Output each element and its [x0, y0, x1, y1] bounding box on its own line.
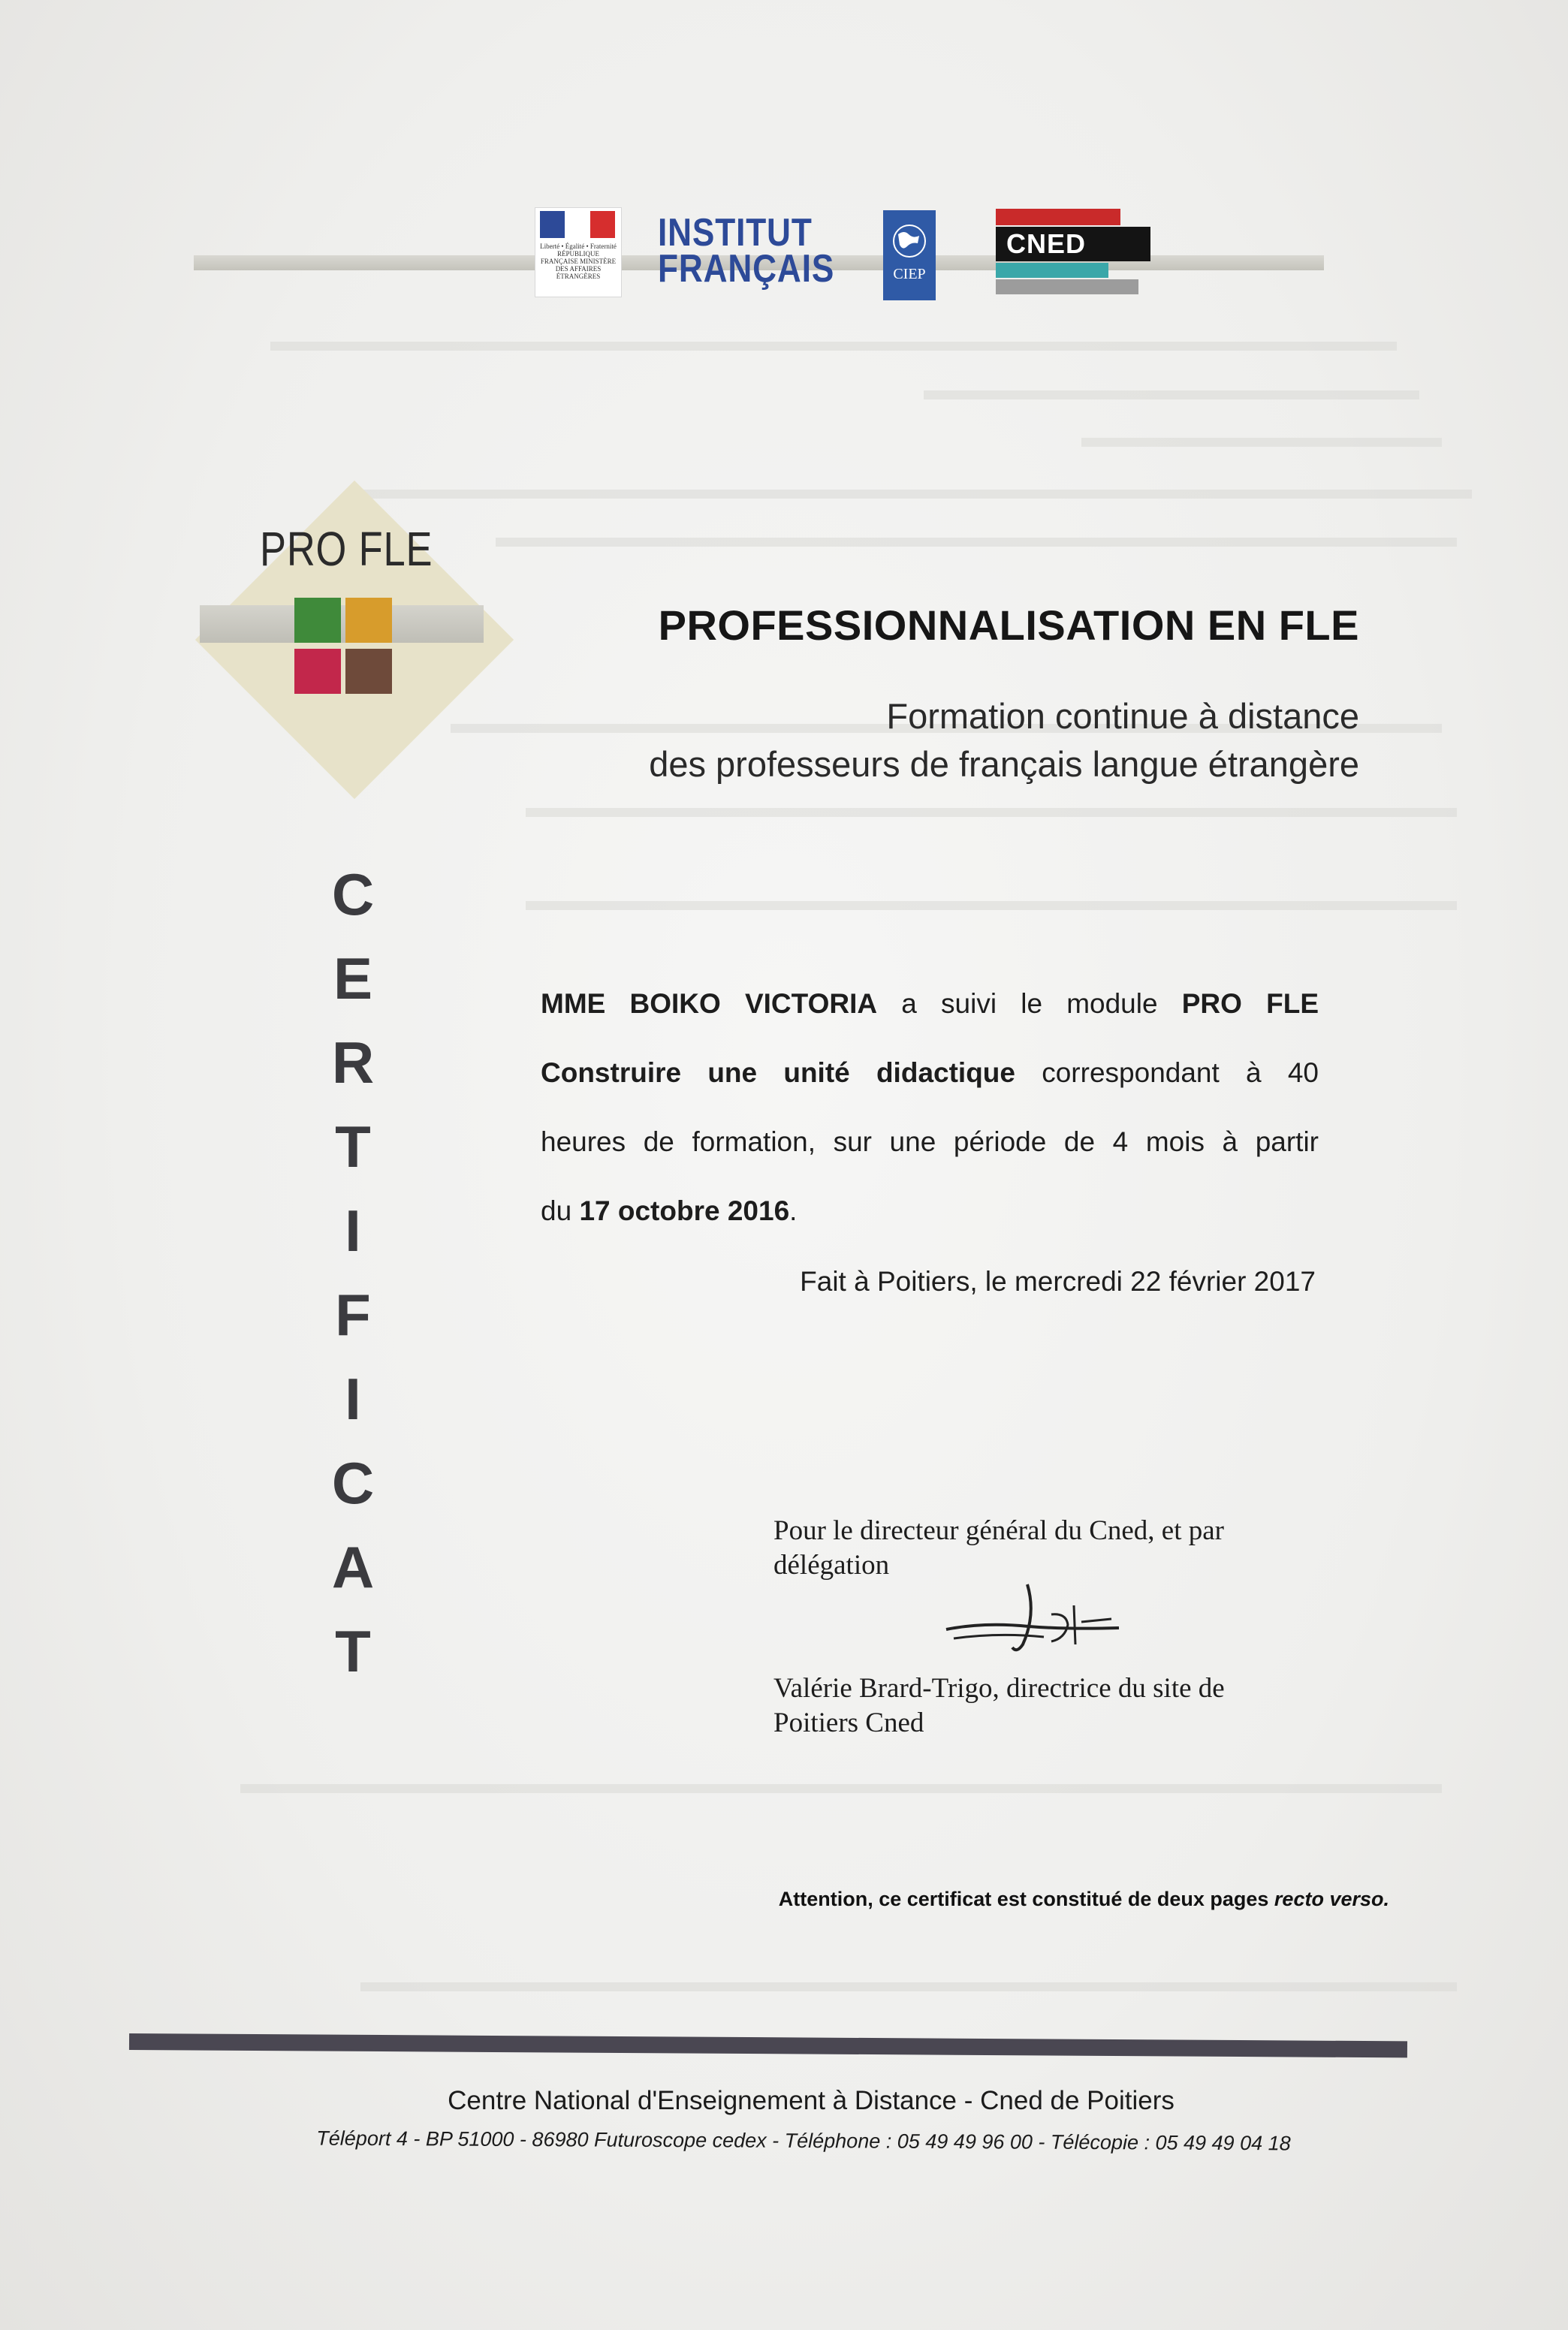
cned-red-bar [996, 209, 1120, 225]
republique-francaise-logo [535, 207, 622, 297]
verso-ghost-line [1081, 438, 1442, 447]
footer-rule [129, 2033, 1407, 2057]
body-period: . [789, 1195, 798, 1226]
certificat-letter: C [331, 1450, 375, 1516]
certificat-letter: T [335, 1114, 371, 1180]
signer-line2: Poitiers Cned [773, 1708, 924, 1738]
body-line-2 [541, 1057, 1319, 1089]
footer-organization: Centre National d'Enseignement à Distance - Cned de Poitiers [448, 2086, 1174, 2115]
certificat-letter: T [335, 1618, 371, 1684]
verso-ghost-line [345, 490, 1472, 499]
cned-teal-bar [996, 263, 1108, 278]
profle-square-green [294, 598, 341, 643]
cned-label: CNED [996, 227, 1150, 261]
certificate-title: PROFESSIONNALISATION EN FLE [658, 601, 1359, 649]
verso-ghost-line [240, 1784, 1442, 1793]
profle-logo-text: PRO FLE [260, 522, 433, 576]
certificat-letter: F [335, 1282, 371, 1348]
verso-ghost-line [924, 390, 1419, 399]
globe-icon [891, 224, 928, 258]
institut-line2: FRANÇAIS [658, 247, 835, 291]
certificat-letter: I [345, 1366, 361, 1432]
body-text-du: du [541, 1195, 572, 1226]
ciep-label: CIEP [893, 266, 926, 282]
profle-band [200, 605, 484, 643]
handwritten-signature [939, 1569, 1134, 1659]
body-line-1 [541, 988, 1319, 1020]
certificat-letter: A [331, 1534, 375, 1600]
unit-name: Construire une unité didactique [541, 1057, 1015, 1088]
subtitle-line1: Formation continue à distance [886, 696, 1359, 736]
verso-ghost-line [270, 342, 1397, 351]
candidate-name: MME BOIKO VICTORIA [541, 988, 878, 1019]
attention-note [676, 1888, 1389, 1911]
verso-ghost-line [360, 1982, 1457, 1991]
cned-logo [996, 209, 1153, 302]
attention-bold: Attention, ce certificat est constitué de deux pages [778, 1888, 1269, 1910]
attention-italic: recto verso. [1274, 1888, 1389, 1910]
verso-ghost-line [526, 808, 1457, 817]
place-and-date: Fait à Poitiers, le mercredi 22 février 2017 [800, 1266, 1316, 1297]
certificat-letter: C [331, 861, 375, 927]
certificat-letter: E [333, 945, 373, 1011]
delegation-line2: délégation [773, 1550, 890, 1581]
profle-square-brown [345, 649, 392, 694]
body-text-a: a suivi le module [901, 988, 1158, 1019]
certificat-letter: I [345, 1198, 361, 1264]
body-line-3: heures de formation, sur une période de 4 mois à partir [541, 1126, 1319, 1157]
delegation-line1: Pour le directeur général du Cned, et par [773, 1515, 1224, 1546]
institut-line1: INSTITUT [658, 211, 813, 255]
verso-ghost-line [526, 901, 1457, 910]
french-flag-icon [540, 211, 615, 238]
signer-line1: Valérie Brard-Trigo, directrice du site de [773, 1673, 1225, 1704]
profle-square-orange [345, 598, 392, 643]
cned-grey-bar [996, 279, 1138, 294]
subtitle-line2: des professeurs de français langue étrangère [649, 744, 1359, 784]
signer-name [773, 1671, 1344, 1741]
verso-ghost-line [496, 538, 1457, 547]
body-text-b: correspondant à 40 [1042, 1057, 1319, 1088]
start-date: 17 octobre 2016 [579, 1195, 790, 1226]
module-name: PRO FLE [1181, 988, 1319, 1019]
ciep-logo [883, 210, 936, 300]
republique-logo-text: Liberté • Égalité • Fraternité RÉPUBLIQUE FRANÇAISE MINISTÈRE DES AFFAIRES ÉTRANGÈRES [540, 243, 617, 280]
body-line-4 [541, 1195, 1319, 1227]
profle-square-red [294, 649, 341, 694]
certificate-subtitle [526, 692, 1359, 788]
certificat-letter: R [331, 1029, 375, 1096]
footer-address: Téléport 4 - BP 51000 - 86980 Futuroscope cedex - Téléphone : 05 49 49 96 00 - Télécopie : 05 49 49 04 18 [316, 2127, 1291, 2155]
institut-francais-logo [658, 211, 835, 297]
